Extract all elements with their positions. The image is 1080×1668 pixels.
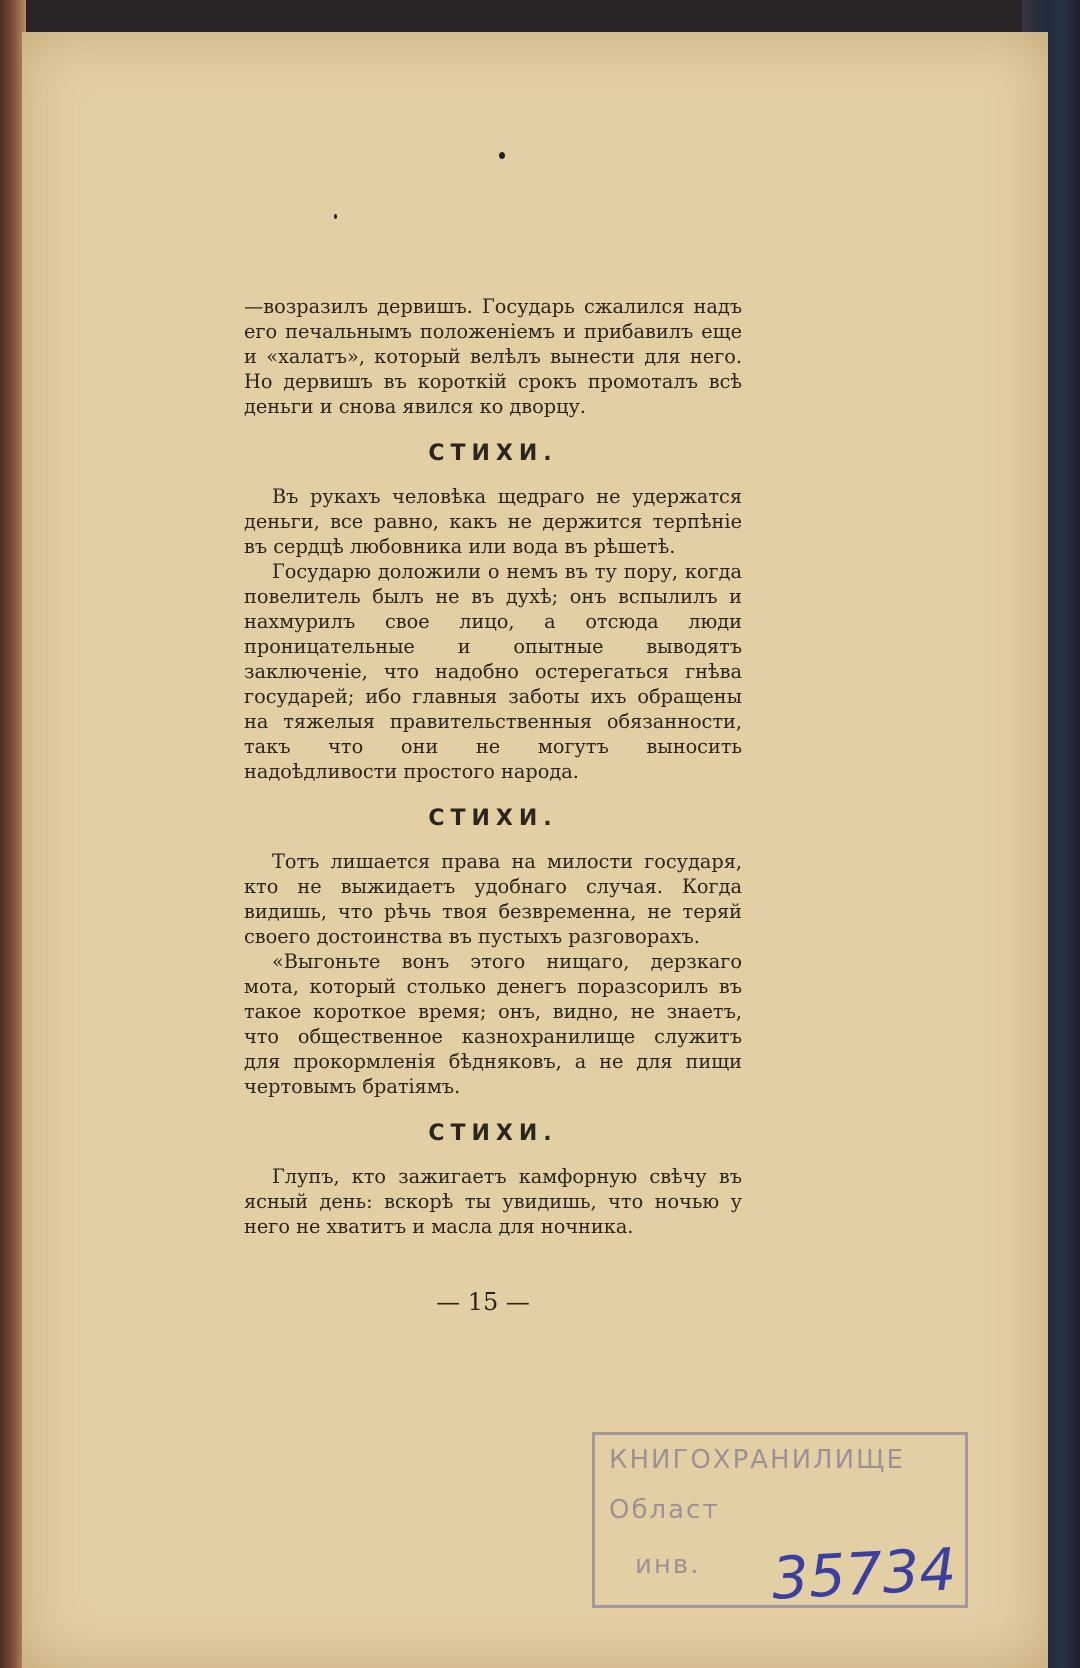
paragraph: Глупъ, кто зажигаетъ камфорную свѣчу въ ясный день: вскорѣ ты увидишь, что ночью у него не хватитъ и масла для ночника.: [244, 1165, 742, 1238]
section-heading: СТИХИ.: [428, 441, 558, 466]
paragraph: Тотъ лишается права на милости государя, кто не выжидаетъ удобнаго случая. Когда видишь, что рѣчь твоя безвременна, не теряй своего достоинства въ пустыхъ разговорахъ.: [244, 850, 742, 948]
section-heading: СТИХИ.: [428, 1121, 558, 1146]
paragraph: —возразилъ дервишъ. Государь сжалился надъ его печальнымъ положеніемъ и прибавилъ еще и «халатъ», который велѣлъ вынести для него. Но дервишъ въ короткій срокъ промоталъ всѣ деньги и снова явился ко дворцу.: [244, 295, 742, 418]
ink-speck: [334, 214, 337, 219]
section-heading: СТИХИ.: [428, 806, 558, 831]
stamp-line: КНИГОХРАНИЛИЩЕ: [609, 1445, 905, 1475]
page-text: [244, 294, 742, 1239]
stamp-line: инв.: [635, 1550, 701, 1580]
handwritten-inventory-number: 35734: [770, 1535, 958, 1613]
book-page: [22, 32, 1048, 1668]
ink-speck: [499, 152, 505, 159]
paragraph: «Выгоньте вонъ этого нищаго, дерзкаго мота, который столько денегъ поразсорилъ въ такое короткое время; онъ, видно, не знаетъ, что общественное казнохранилище служитъ для прокормленія бѣдняковъ, а не для пищи чертовымъ братіямъ.: [244, 950, 742, 1098]
paragraph: Государю доложили о немъ въ ту пору, когда повелитель былъ не въ духѣ; онъ вспылилъ и нахмурилъ свое лицо, а отсюда люди проницательные и опытные выводятъ заключеніе, что надобно остерегаться гнѣва государей; ибо главныя заботы ихъ обращены на тяжелыя правительственныя обязанности, такъ что они не могутъ выносить надоѣдливости простого народа.: [244, 560, 742, 783]
page-number: — 15 —: [436, 1288, 530, 1316]
stamp-line: Област: [609, 1495, 720, 1525]
paragraph: Въ рукахъ человѣка щедраго не удержатся деньги, все равно, какъ не держится терпѣніе въ сердцѣ любовника или вода въ рѣшетѣ.: [244, 485, 742, 558]
